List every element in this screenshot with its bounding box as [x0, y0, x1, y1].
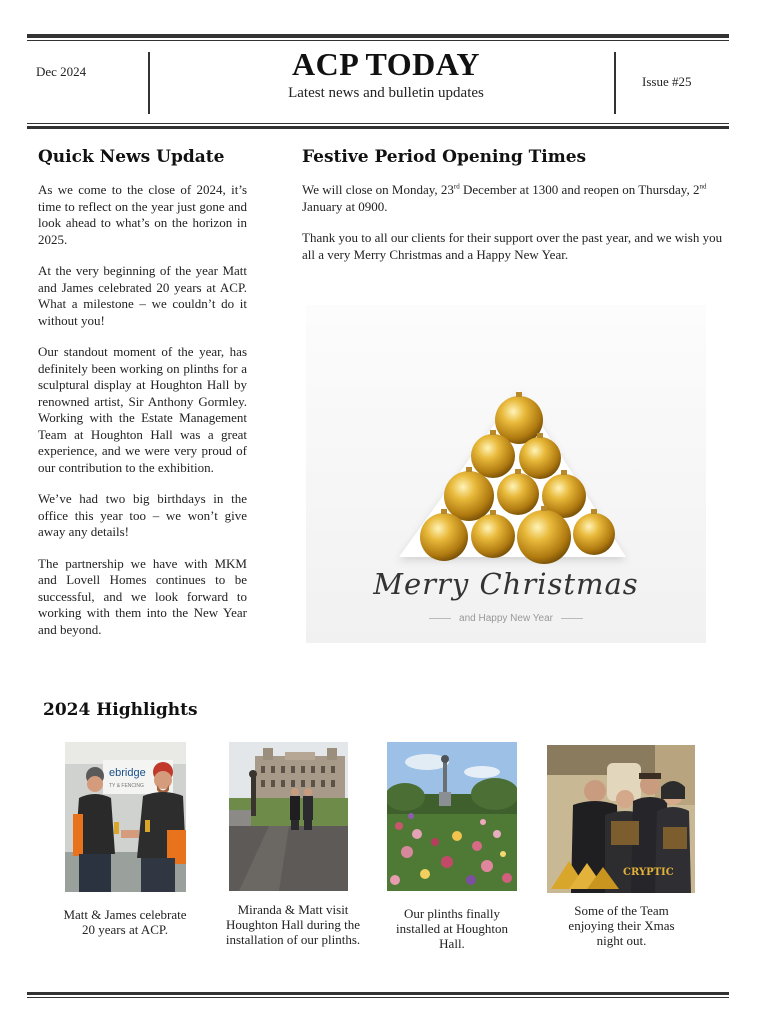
closing-text-part: December at 1300 and reopen on Thursday, 2 — [459, 182, 700, 197]
highlight-photo-2 — [229, 742, 348, 891]
gold-bauble — [573, 513, 615, 555]
sign-text: ebridge — [109, 767, 146, 779]
thanks-paragraph: Thank you to all our clients for their support over the past year, and we wish you all a very Merry Christmas and a Happy New Year. — [302, 230, 723, 262]
gold-bauble — [497, 473, 539, 515]
highlight-caption-1: Matt & James celebrate 20 years at ACP. — [63, 907, 187, 937]
date-suffix: nd — [699, 182, 707, 191]
issue-date: Dec 2024 — [36, 64, 87, 79]
bauble-cap — [516, 392, 522, 397]
issue-number: Issue #25 — [642, 74, 692, 89]
subgreeting: and Happy New Year — [459, 613, 553, 624]
gold-bauble — [420, 513, 468, 561]
closing-text-part: We will close on Monday, 23 — [302, 182, 454, 197]
gold-bauble — [471, 434, 515, 478]
masthead-tagline: Latest news and bulletin updates — [288, 85, 484, 101]
bauble-cap — [591, 509, 597, 514]
highlight-photo-1 — [65, 742, 186, 892]
quick-news-paragraph: Our standout moment of the year, has definitely been working on plinths for a sculptural display at Houghton Hall by renowned artist, Sir Anthony Gormley. Working with the Estate Management Team at Houghton Hall was a great experience, and we were very proud of our contribution to the exhibition. — [38, 344, 247, 475]
masthead-bottom-rule-thick — [27, 126, 729, 129]
festive-heading: Festive Period Opening Times — [302, 147, 587, 167]
gold-bauble — [519, 437, 561, 479]
quick-news-body — [38, 182, 247, 653]
bauble-cap — [537, 433, 543, 438]
masthead-top-rule-thin — [27, 40, 729, 41]
masthead-divider-left — [148, 52, 150, 114]
quick-news-heading: Quick News Update — [38, 147, 225, 167]
houghton-hall-visit-illustration — [229, 742, 348, 891]
gold-bauble — [444, 471, 494, 521]
greeting-script: Merry Christmas — [373, 567, 639, 601]
bauble-cap — [466, 467, 472, 472]
divider-line — [429, 618, 451, 619]
svg-text:TY & FENCING: TY & FENCING — [109, 783, 144, 789]
highlight-caption-3: Our plinths finally installed at Houghton Hall. — [396, 906, 508, 951]
footer-rule-thin — [27, 997, 729, 998]
highlights-heading: 2024 Highlights — [43, 700, 198, 720]
masthead-bottom-rule-thin — [27, 123, 729, 124]
bauble-group — [420, 392, 615, 564]
bauble-cap — [541, 506, 547, 511]
masthead-divider-right — [614, 52, 616, 114]
bauble-cap — [490, 430, 496, 435]
masthead-top-rule-thick — [27, 34, 729, 38]
divider-line — [561, 618, 583, 619]
highlight-photo-4 — [547, 745, 695, 893]
quick-news-paragraph: The partnership we have with MKM and Lovell Homes continues to be successful, and we look forward to working with them into the New Year and beyond. — [38, 555, 247, 637]
date-suffix: rd — [453, 182, 460, 191]
sign-text: CRYPTIC — [623, 867, 674, 878]
masthead-title: ACP TODAY — [292, 46, 480, 82]
gold-bauble — [471, 514, 515, 558]
gold-bauble — [517, 510, 571, 564]
highlight-caption-4: Some of the Team enjoying their Xmas night out. — [568, 903, 675, 948]
closing-text-part: January at 0900. — [302, 198, 388, 214]
festive-body — [302, 182, 726, 278]
quick-news-paragraph: At the very beginning of the year Matt and James celebrated 20 years at ACP. What a milestone – we couldn’t do it without you! — [38, 263, 247, 328]
quick-news-paragraph: We’ve had two big birthdays in the office this year too – we won’t give away any details! — [38, 491, 247, 539]
team-night-out-illustration — [547, 745, 695, 893]
footer-rule-thick — [27, 992, 729, 995]
christmas-card-image — [306, 305, 706, 643]
quick-news-paragraph: As we come to the close of 2024, it’s time to reflect on the year just gone and look ahead to what’s on the horizon in 2025. — [38, 182, 247, 247]
highlight-caption-2: Miranda & Matt visit Houghton Hall during the installation of our plinths. — [225, 902, 361, 947]
subgreeting-row — [306, 613, 706, 624]
plinths-installed-illustration — [387, 742, 517, 891]
bauble-cap — [441, 509, 447, 514]
bauble-cap — [490, 510, 496, 515]
closing-times-paragraph — [302, 182, 726, 215]
matt-james-photo-illustration — [65, 742, 186, 892]
bauble-cap — [515, 469, 521, 474]
highlight-photo-3 — [387, 742, 517, 891]
bauble-cap — [561, 470, 567, 475]
